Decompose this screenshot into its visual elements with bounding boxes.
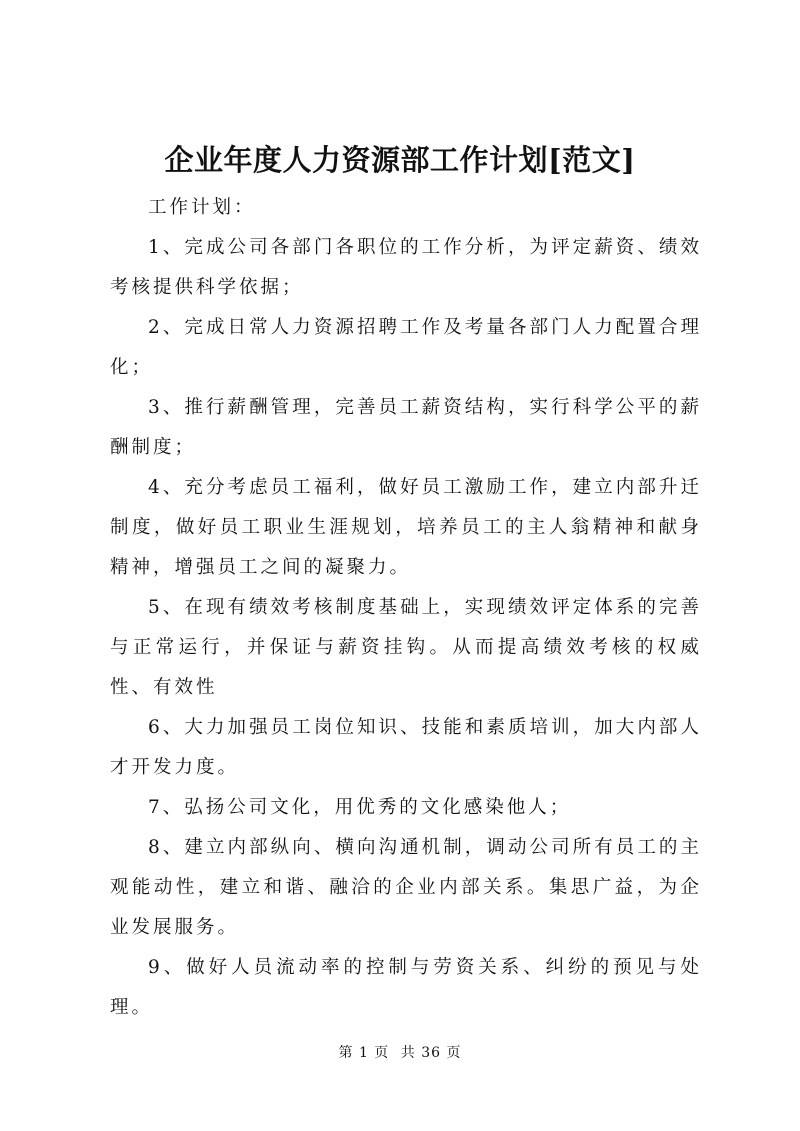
document-title: 企业年度人力资源部工作计划[范文] xyxy=(164,143,636,177)
page-number: 第 1 页 xyxy=(338,1045,390,1061)
plan-item-4: 4、充分考虑员工福利，做好员工激励工作，建立内部升迁制度，做好员工职业生涯规划，培养员工的主人翁精神和献身精神，增强员工之间的凝聚力。 xyxy=(110,477,702,578)
plan-item-2: 2、完成日常人力资源招聘工作及考量各部门人力配置合理化； xyxy=(110,317,702,378)
plan-item-6: 6、大力加强员工岗位知识、技能和素质培训，加大内部人才开发力度。 xyxy=(110,717,702,778)
total-pages: 共 36 页 xyxy=(400,1045,462,1061)
plan-item-5: 5、在现有绩效考核制度基础上，实现绩效评定体系的完善与正常运行，并保证与薪资挂钩。从而提高绩效考核的权威性、有效性 xyxy=(110,597,702,698)
plan-item-1: 1、完成公司各部门各职位的工作分析，为评定薪资、绩效考核提供科学依据； xyxy=(110,237,702,298)
page-footer xyxy=(0,1042,800,1062)
document-body xyxy=(110,188,702,1028)
plan-item-3: 3、推行薪酬管理，完善员工薪资结构，实行科学公平的薪酬制度； xyxy=(110,397,702,458)
plan-item-7: 7、弘扬公司文化，用优秀的文化感染他人； xyxy=(148,797,572,818)
plan-item-8: 8、建立内部纵向、横向沟通机制，调动公司所有员工的主观能动性，建立和谐、融洽的企业内部关系。集思广益，为企业发展服务。 xyxy=(110,837,702,938)
intro-paragraph: 工作计划： xyxy=(148,197,256,218)
plan-item-9: 9、做好人员流动率的控制与劳资关系、纠纷的预见与处理。 xyxy=(110,957,702,1018)
